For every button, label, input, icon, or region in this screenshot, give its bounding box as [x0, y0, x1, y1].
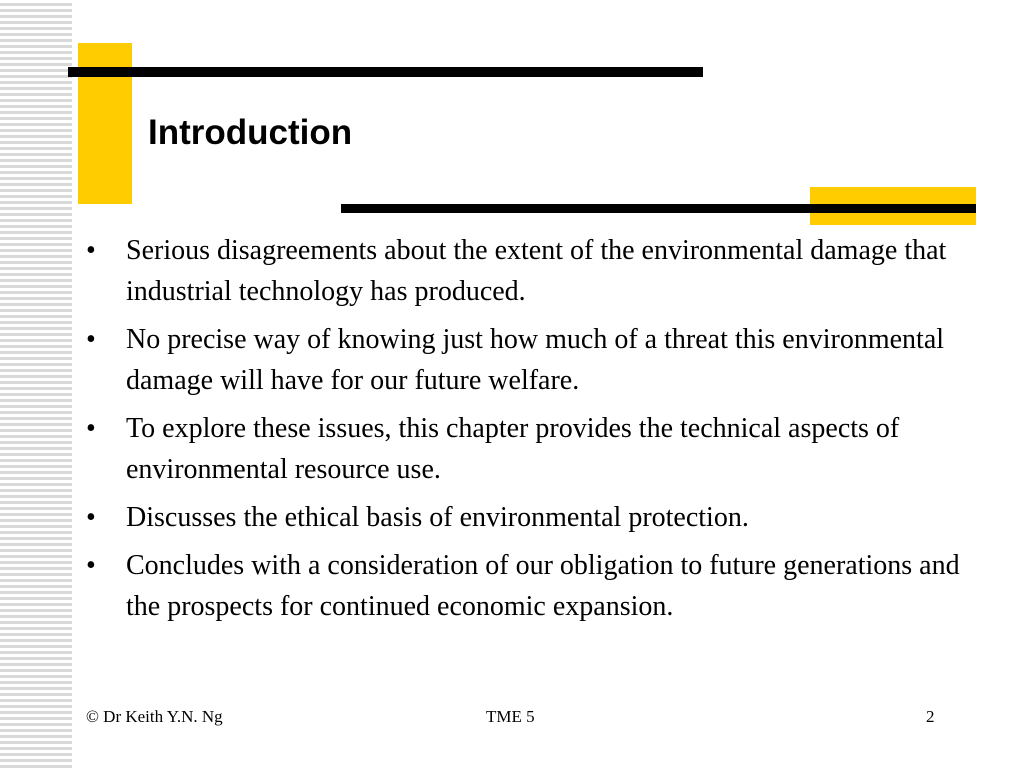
- bullet-text: Serious disagreements about the extent of the environmental damage that industrial technology has produced.: [126, 235, 947, 307]
- bullet-item: [86, 545, 966, 627]
- footer-page-number: 2: [926, 707, 935, 726]
- bullet-marker: •: [86, 324, 96, 355]
- bullet-marker: •: [86, 502, 96, 533]
- bullet-marker: •: [86, 235, 96, 266]
- bullet-item: [86, 319, 966, 401]
- bullet-text: Concludes with a consideration of our obligation to future generations and the prospects for continued economic expansion.: [126, 550, 960, 622]
- title-rule-top: [68, 67, 703, 77]
- bullet-item: [86, 408, 966, 490]
- bullet-item: [86, 230, 966, 312]
- title-rule-bottom: [341, 204, 976, 213]
- bullet-item: [86, 497, 966, 538]
- bullet-text: No precise way of knowing just how much of a threat this environmental damage will have for our future welfare.: [126, 324, 945, 396]
- bullet-marker: •: [86, 550, 96, 581]
- slide-title: Introduction: [148, 113, 353, 152]
- footer-course: TME 5: [486, 707, 535, 726]
- bullet-text: Discusses the ethical basis of environmental protection.: [126, 502, 749, 533]
- bullet-marker: •: [86, 413, 96, 444]
- footer-author: © Dr Keith Y.N. Ng: [86, 707, 223, 726]
- bullet-text: To explore these issues, this chapter provides the technical aspects of environmental resource use.: [126, 413, 900, 485]
- decorative-stripes: [0, 0, 72, 768]
- bullet-list: [86, 230, 966, 634]
